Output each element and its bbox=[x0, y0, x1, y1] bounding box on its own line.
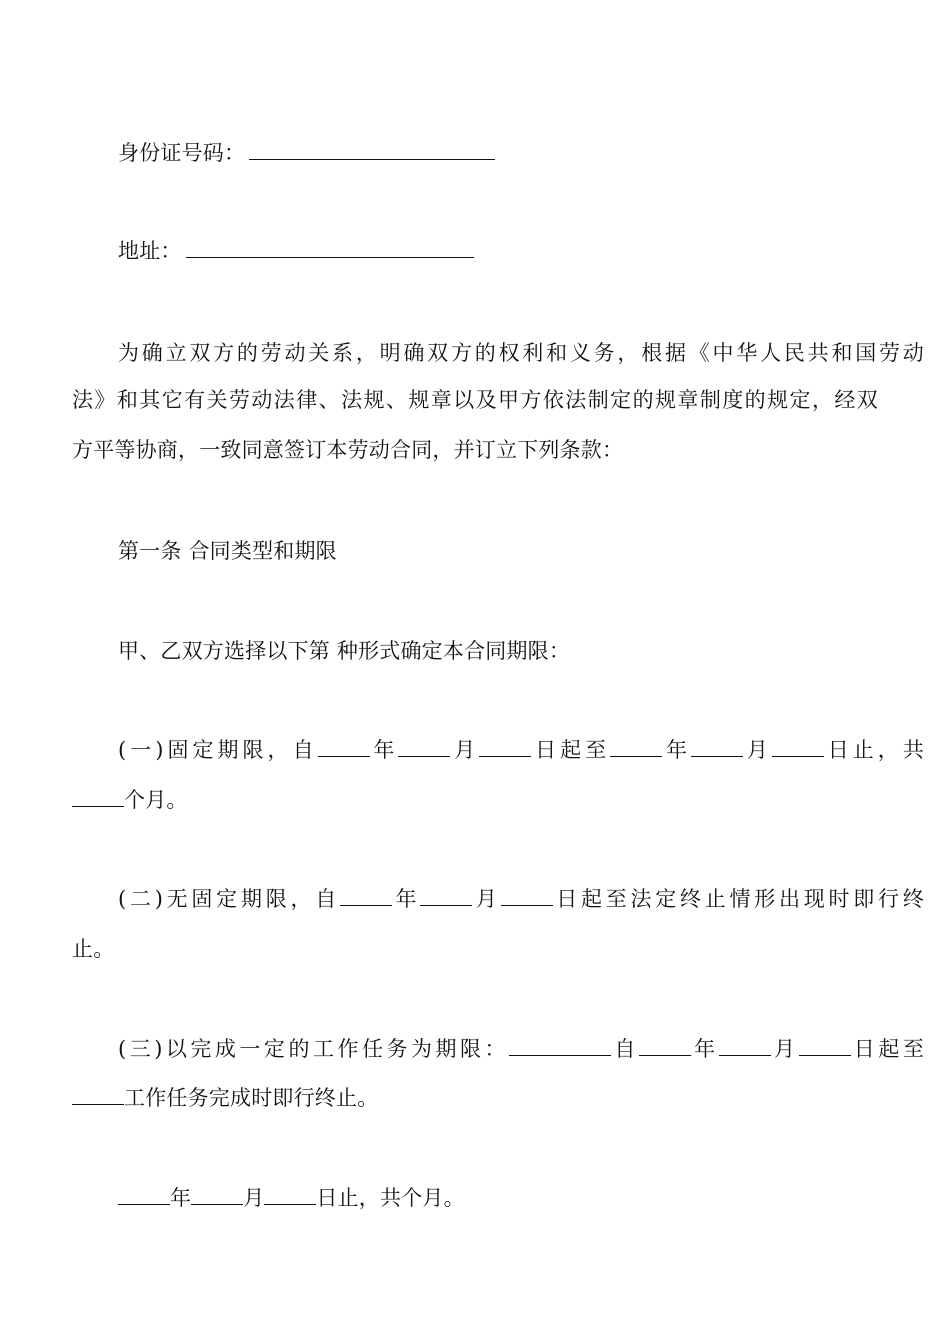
option-3-line-2 bbox=[72, 1084, 878, 1112]
id-number-blank[interactable] bbox=[249, 139, 495, 160]
option-1-end-year-blank[interactable] bbox=[610, 736, 662, 757]
option-1-line bbox=[72, 736, 924, 764]
year-label: 年 bbox=[391, 887, 421, 911]
term-choice-text: 甲、乙双方选择以下第 种形式确定本合同期限： bbox=[118, 639, 571, 663]
option-1-line-2 bbox=[72, 786, 878, 814]
address-label: 地址： bbox=[118, 239, 182, 263]
day-from-label: 日起至 bbox=[850, 1037, 925, 1061]
end-year-blank[interactable] bbox=[118, 1184, 170, 1205]
option-3-task-end-blank[interactable] bbox=[72, 1084, 124, 1105]
option-3-line bbox=[72, 1035, 924, 1063]
year-label: 年 bbox=[690, 1037, 719, 1061]
month-label: 月 bbox=[243, 1186, 265, 1210]
intro-line-3: 方平等协商，一致同意签订本劳动合同，并订立下列条款： bbox=[72, 438, 624, 462]
id-number-label: 身份证号码： bbox=[118, 141, 246, 165]
article-1-title: 第一条 合同类型和期限 bbox=[118, 539, 337, 563]
intro-line-2: 法》和其它有关劳动法律、法规、规章以及甲方依法制定的规章制度的规定，经双 bbox=[72, 388, 878, 412]
option-2-start-year-blank[interactable] bbox=[340, 885, 392, 906]
address-blank[interactable] bbox=[186, 237, 474, 258]
option-3-start-year-blank[interactable] bbox=[639, 1035, 691, 1056]
end-date-line bbox=[72, 1184, 924, 1212]
option-3-task-blank[interactable] bbox=[509, 1035, 611, 1056]
intro-line-1: 为确立双方的劳动关系，明确双方的权利和义务，根据《中华人民共和国劳动 bbox=[118, 341, 924, 365]
end-month-blank[interactable] bbox=[191, 1184, 243, 1205]
option-1-months-blank[interactable] bbox=[72, 786, 124, 807]
month-label: 月 bbox=[743, 738, 772, 762]
option-3-suffix: 工作任务完成时即行终止。 bbox=[124, 1086, 379, 1110]
option-2-prefix: (二)无固定期限，自 bbox=[118, 887, 340, 911]
months-total-label: 个月。 bbox=[124, 788, 188, 812]
option-2-start-month-blank[interactable] bbox=[420, 885, 472, 906]
year-label: 年 bbox=[662, 738, 692, 762]
day-to-label: 日止，共个月。 bbox=[316, 1186, 465, 1210]
year-label: 年 bbox=[369, 738, 399, 762]
day-from-label: 日起至 bbox=[531, 738, 611, 762]
option-2-line-2: 止。 bbox=[72, 937, 115, 961]
option-3-start-day-blank[interactable] bbox=[799, 1035, 851, 1056]
day-to-label: 日止，共 bbox=[823, 738, 925, 762]
option-1-prefix: (一)固定期限，自 bbox=[118, 738, 318, 762]
month-label: 月 bbox=[450, 738, 480, 762]
option-2-suffix: 日起至法定终止情形出现时即行终 bbox=[552, 887, 925, 911]
option-1-end-day-blank[interactable] bbox=[772, 736, 824, 757]
id-number-row bbox=[72, 139, 924, 167]
option-1-start-month-blank[interactable] bbox=[398, 736, 450, 757]
option-1-start-year-blank[interactable] bbox=[318, 736, 370, 757]
option-2-line bbox=[72, 885, 924, 913]
option-1-start-day-blank[interactable] bbox=[479, 736, 531, 757]
option-1-end-month-blank[interactable] bbox=[691, 736, 743, 757]
year-label: 年 bbox=[170, 1186, 192, 1210]
from-label: 自 bbox=[611, 1037, 639, 1061]
option-3-start-month-blank[interactable] bbox=[719, 1035, 771, 1056]
month-label: 月 bbox=[472, 887, 501, 911]
month-label: 月 bbox=[770, 1037, 799, 1061]
option-3-prefix: (三)以完成一定的工作任务为期限： bbox=[118, 1037, 510, 1061]
address-row bbox=[72, 237, 924, 265]
end-day-blank[interactable] bbox=[264, 1184, 316, 1205]
option-2-start-day-blank[interactable] bbox=[501, 885, 553, 906]
